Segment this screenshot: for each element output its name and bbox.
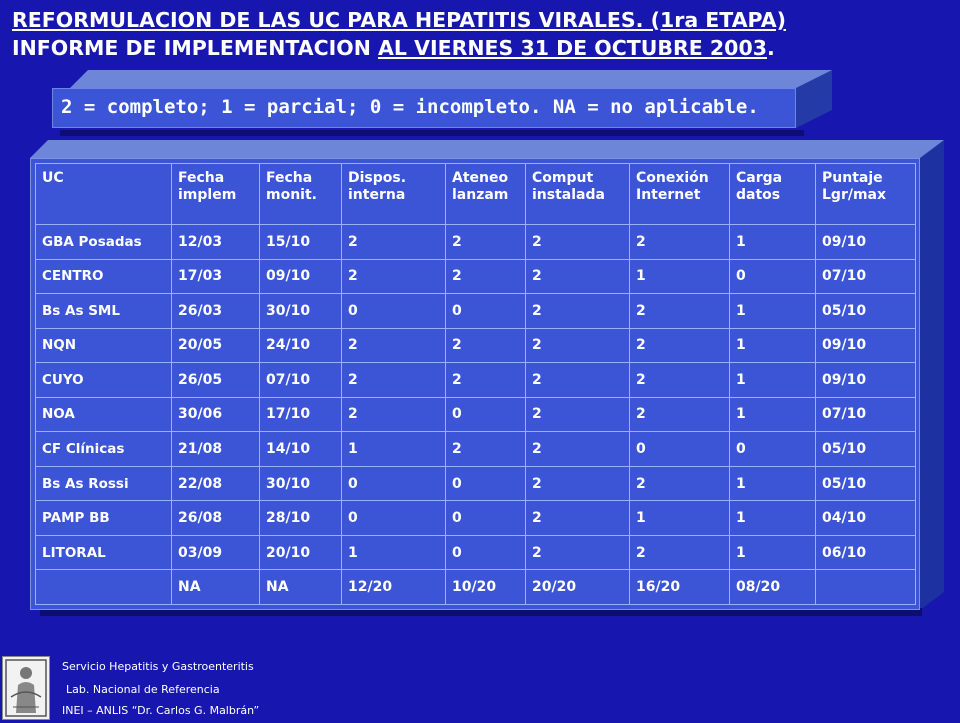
table-cell-fecha-monit: 17/10 xyxy=(260,397,342,432)
table-cell-puntaje: 09/10 xyxy=(816,363,916,398)
table-cell-fecha-implem: NA xyxy=(172,570,260,605)
table-cell-dispos-interna: 12/20 xyxy=(342,570,446,605)
table-cell-uc: LITORAL xyxy=(36,535,172,570)
table-cell-dispos-interna: 2 xyxy=(342,259,446,294)
table-cell-comput-instalada: 2 xyxy=(526,397,630,432)
table-cell-fecha-monit: 30/10 xyxy=(260,466,342,501)
table-cell-carga-datos: 1 xyxy=(730,397,816,432)
table-cell-fecha-monit: 15/10 xyxy=(260,224,342,259)
table-cell-puntaje: 09/10 xyxy=(816,224,916,259)
table-cell-ateneo-lanzam: 0 xyxy=(446,501,526,536)
table-cell-fecha-implem: 26/05 xyxy=(172,363,260,398)
table-row xyxy=(36,535,916,570)
table-cell-ateneo-lanzam: 2 xyxy=(446,328,526,363)
table-cell-conexion-internet: 2 xyxy=(630,294,730,329)
table-cell-ateneo-lanzam: 0 xyxy=(446,294,526,329)
table-cell-conexion-internet: 16/20 xyxy=(630,570,730,605)
table-cell-fecha-monit: 24/10 xyxy=(260,328,342,363)
table-cell-ateneo-lanzam: 0 xyxy=(446,535,526,570)
table-cell-dispos-interna: 2 xyxy=(342,328,446,363)
table-cell-uc: NQN xyxy=(36,328,172,363)
table-cell-carga-datos: 0 xyxy=(730,259,816,294)
implementation-table xyxy=(35,163,916,605)
table-cell-ateneo-lanzam: 2 xyxy=(446,363,526,398)
footer-line-2: Lab. Nacional de Referencia xyxy=(66,683,220,696)
table-cell-fecha-implem: 17/03 xyxy=(172,259,260,294)
table-row xyxy=(36,363,916,398)
table-cell-uc: Bs As Rossi xyxy=(36,466,172,501)
table-cell-fecha-monit: 07/10 xyxy=(260,363,342,398)
table-cell-comput-instalada: 2 xyxy=(526,224,630,259)
table-cell-dispos-interna: 2 xyxy=(342,363,446,398)
table-cell-fecha-monit: 09/10 xyxy=(260,259,342,294)
table-cell-ateneo-lanzam: 2 xyxy=(446,432,526,467)
table-cell-conexion-internet: 1 xyxy=(630,259,730,294)
table-cell-puntaje: 06/10 xyxy=(816,535,916,570)
table-row xyxy=(36,328,916,363)
table-cell-puntaje: 07/10 xyxy=(816,397,916,432)
table-cell-conexion-internet: 0 xyxy=(630,432,730,467)
table-cell-puntaje: 04/10 xyxy=(816,501,916,536)
table-cell-fecha-implem: 26/08 xyxy=(172,501,260,536)
table-cell-uc: CENTRO xyxy=(36,259,172,294)
table-row xyxy=(36,466,916,501)
table-cell-conexion-internet: 1 xyxy=(630,501,730,536)
table-cell-comput-instalada: 2 xyxy=(526,466,630,501)
table-cell-puntaje: 07/10 xyxy=(816,259,916,294)
title-line-2: INFORME DE IMPLEMENTACION AL VIERNES 31 DE OCTUBRE 2003. xyxy=(12,36,775,60)
table-cell-ateneo-lanzam: 2 xyxy=(446,224,526,259)
table-cell-uc: CUYO xyxy=(36,363,172,398)
table-cell-dispos-interna: 1 xyxy=(342,432,446,467)
table-row xyxy=(36,294,916,329)
table-cell-fecha-implem: 26/03 xyxy=(172,294,260,329)
table-cell-comput-instalada: 2 xyxy=(526,363,630,398)
table-totals-row xyxy=(36,570,916,605)
table-cell-carga-datos: 08/20 xyxy=(730,570,816,605)
footer-line-1: Servicio Hepatitis y Gastroenteritis xyxy=(62,660,254,673)
table-cell-uc: NOA xyxy=(36,397,172,432)
table-cell-dispos-interna: 0 xyxy=(342,294,446,329)
column-header-carga-datos: Carga datos xyxy=(730,164,816,225)
legend-box xyxy=(52,70,832,130)
table-cell-puntaje xyxy=(816,570,916,605)
table-cell-fecha-monit: 20/10 xyxy=(260,535,342,570)
table-cell-conexion-internet: 2 xyxy=(630,328,730,363)
table-cell-comput-instalada: 2 xyxy=(526,535,630,570)
table-row xyxy=(36,224,916,259)
table-cell-comput-instalada: 2 xyxy=(526,501,630,536)
table-cell-conexion-internet: 2 xyxy=(630,397,730,432)
table-cell-puntaje: 05/10 xyxy=(816,294,916,329)
table-cell-fecha-implem: 30/06 xyxy=(172,397,260,432)
title-line-1: REFORMULACION DE LAS UC PARA HEPATITIS VIRALES. (1ra ETAPA) xyxy=(12,8,786,32)
table-cell-uc: Bs As SML xyxy=(36,294,172,329)
footer-line-3: INEI – ANLIS “Dr. Carlos G. Malbrán” xyxy=(62,704,260,717)
table-cell-uc xyxy=(36,570,172,605)
table-cell-comput-instalada: 2 xyxy=(526,432,630,467)
table-cell-ateneo-lanzam: 2 xyxy=(446,259,526,294)
table-cell-carga-datos: 1 xyxy=(730,224,816,259)
report-date: AL VIERNES 31 DE OCTUBRE 2003 xyxy=(378,36,767,60)
table-header-row xyxy=(36,164,916,225)
table-cell-fecha-implem: 20/05 xyxy=(172,328,260,363)
column-header-conexion-internet: Conexión Internet xyxy=(630,164,730,225)
table-cell-uc: PAMP BB xyxy=(36,501,172,536)
table-cell-puntaje: 05/10 xyxy=(816,432,916,467)
table-cell-conexion-internet: 2 xyxy=(630,363,730,398)
column-header-uc: UC xyxy=(36,164,172,225)
table-cell-carga-datos: 1 xyxy=(730,501,816,536)
table-row xyxy=(36,501,916,536)
column-header-comput-instalada: Comput instalada xyxy=(526,164,630,225)
legend-text: 2 = completo; 1 = parcial; 0 = incompleto. NA = no aplicable. xyxy=(61,96,759,118)
table-cell-uc: CF Clínicas xyxy=(36,432,172,467)
table-cell-carga-datos: 0 xyxy=(730,432,816,467)
table-cell-puntaje: 05/10 xyxy=(816,466,916,501)
table-cell-carga-datos: 1 xyxy=(730,328,816,363)
slide-title xyxy=(12,6,952,62)
table-cell-dispos-interna: 0 xyxy=(342,501,446,536)
table-cell-comput-instalada: 2 xyxy=(526,259,630,294)
table-cell-fecha-implem: 12/03 xyxy=(172,224,260,259)
table-cell-comput-instalada: 2 xyxy=(526,328,630,363)
table-cell-fecha-implem: 21/08 xyxy=(172,432,260,467)
table-cell-fecha-implem: 03/09 xyxy=(172,535,260,570)
table-cell-dispos-interna: 1 xyxy=(342,535,446,570)
table-row xyxy=(36,397,916,432)
table-cell-dispos-interna: 0 xyxy=(342,466,446,501)
table-cell-carga-datos: 1 xyxy=(730,466,816,501)
table-row xyxy=(36,259,916,294)
column-header-dispos-interna: Dispos. interna xyxy=(342,164,446,225)
table-cell-carga-datos: 1 xyxy=(730,294,816,329)
table-cell-conexion-internet: 2 xyxy=(630,466,730,501)
table-cell-conexion-internet: 2 xyxy=(630,535,730,570)
table-cell-fecha-monit: NA xyxy=(260,570,342,605)
table-cell-ateneo-lanzam: 0 xyxy=(446,466,526,501)
table-cell-ateneo-lanzam: 0 xyxy=(446,397,526,432)
institution-emblem-icon xyxy=(2,656,50,720)
column-header-fecha-monit: Fecha monit. xyxy=(260,164,342,225)
table-cell-comput-instalada: 20/20 xyxy=(526,570,630,605)
table-cell-carga-datos: 1 xyxy=(730,535,816,570)
table-cell-carga-datos: 1 xyxy=(730,363,816,398)
table-cell-fecha-monit: 28/10 xyxy=(260,501,342,536)
implementation-table-panel xyxy=(30,158,920,610)
table-cell-ateneo-lanzam: 10/20 xyxy=(446,570,526,605)
column-header-fecha-implem: Fecha implem xyxy=(172,164,260,225)
table-cell-dispos-interna: 2 xyxy=(342,224,446,259)
table-cell-puntaje: 09/10 xyxy=(816,328,916,363)
table-cell-dispos-interna: 2 xyxy=(342,397,446,432)
table-cell-fecha-monit: 30/10 xyxy=(260,294,342,329)
table-cell-uc: GBA Posadas xyxy=(36,224,172,259)
table-cell-fecha-monit: 14/10 xyxy=(260,432,342,467)
table-cell-fecha-implem: 22/08 xyxy=(172,466,260,501)
table-cell-comput-instalada: 2 xyxy=(526,294,630,329)
column-header-ateneo-lanzam: Ateneo lanzam xyxy=(446,164,526,225)
table-cell-conexion-internet: 2 xyxy=(630,224,730,259)
column-header-puntaje: Puntaje Lgr/max xyxy=(816,164,916,225)
table-row xyxy=(36,432,916,467)
